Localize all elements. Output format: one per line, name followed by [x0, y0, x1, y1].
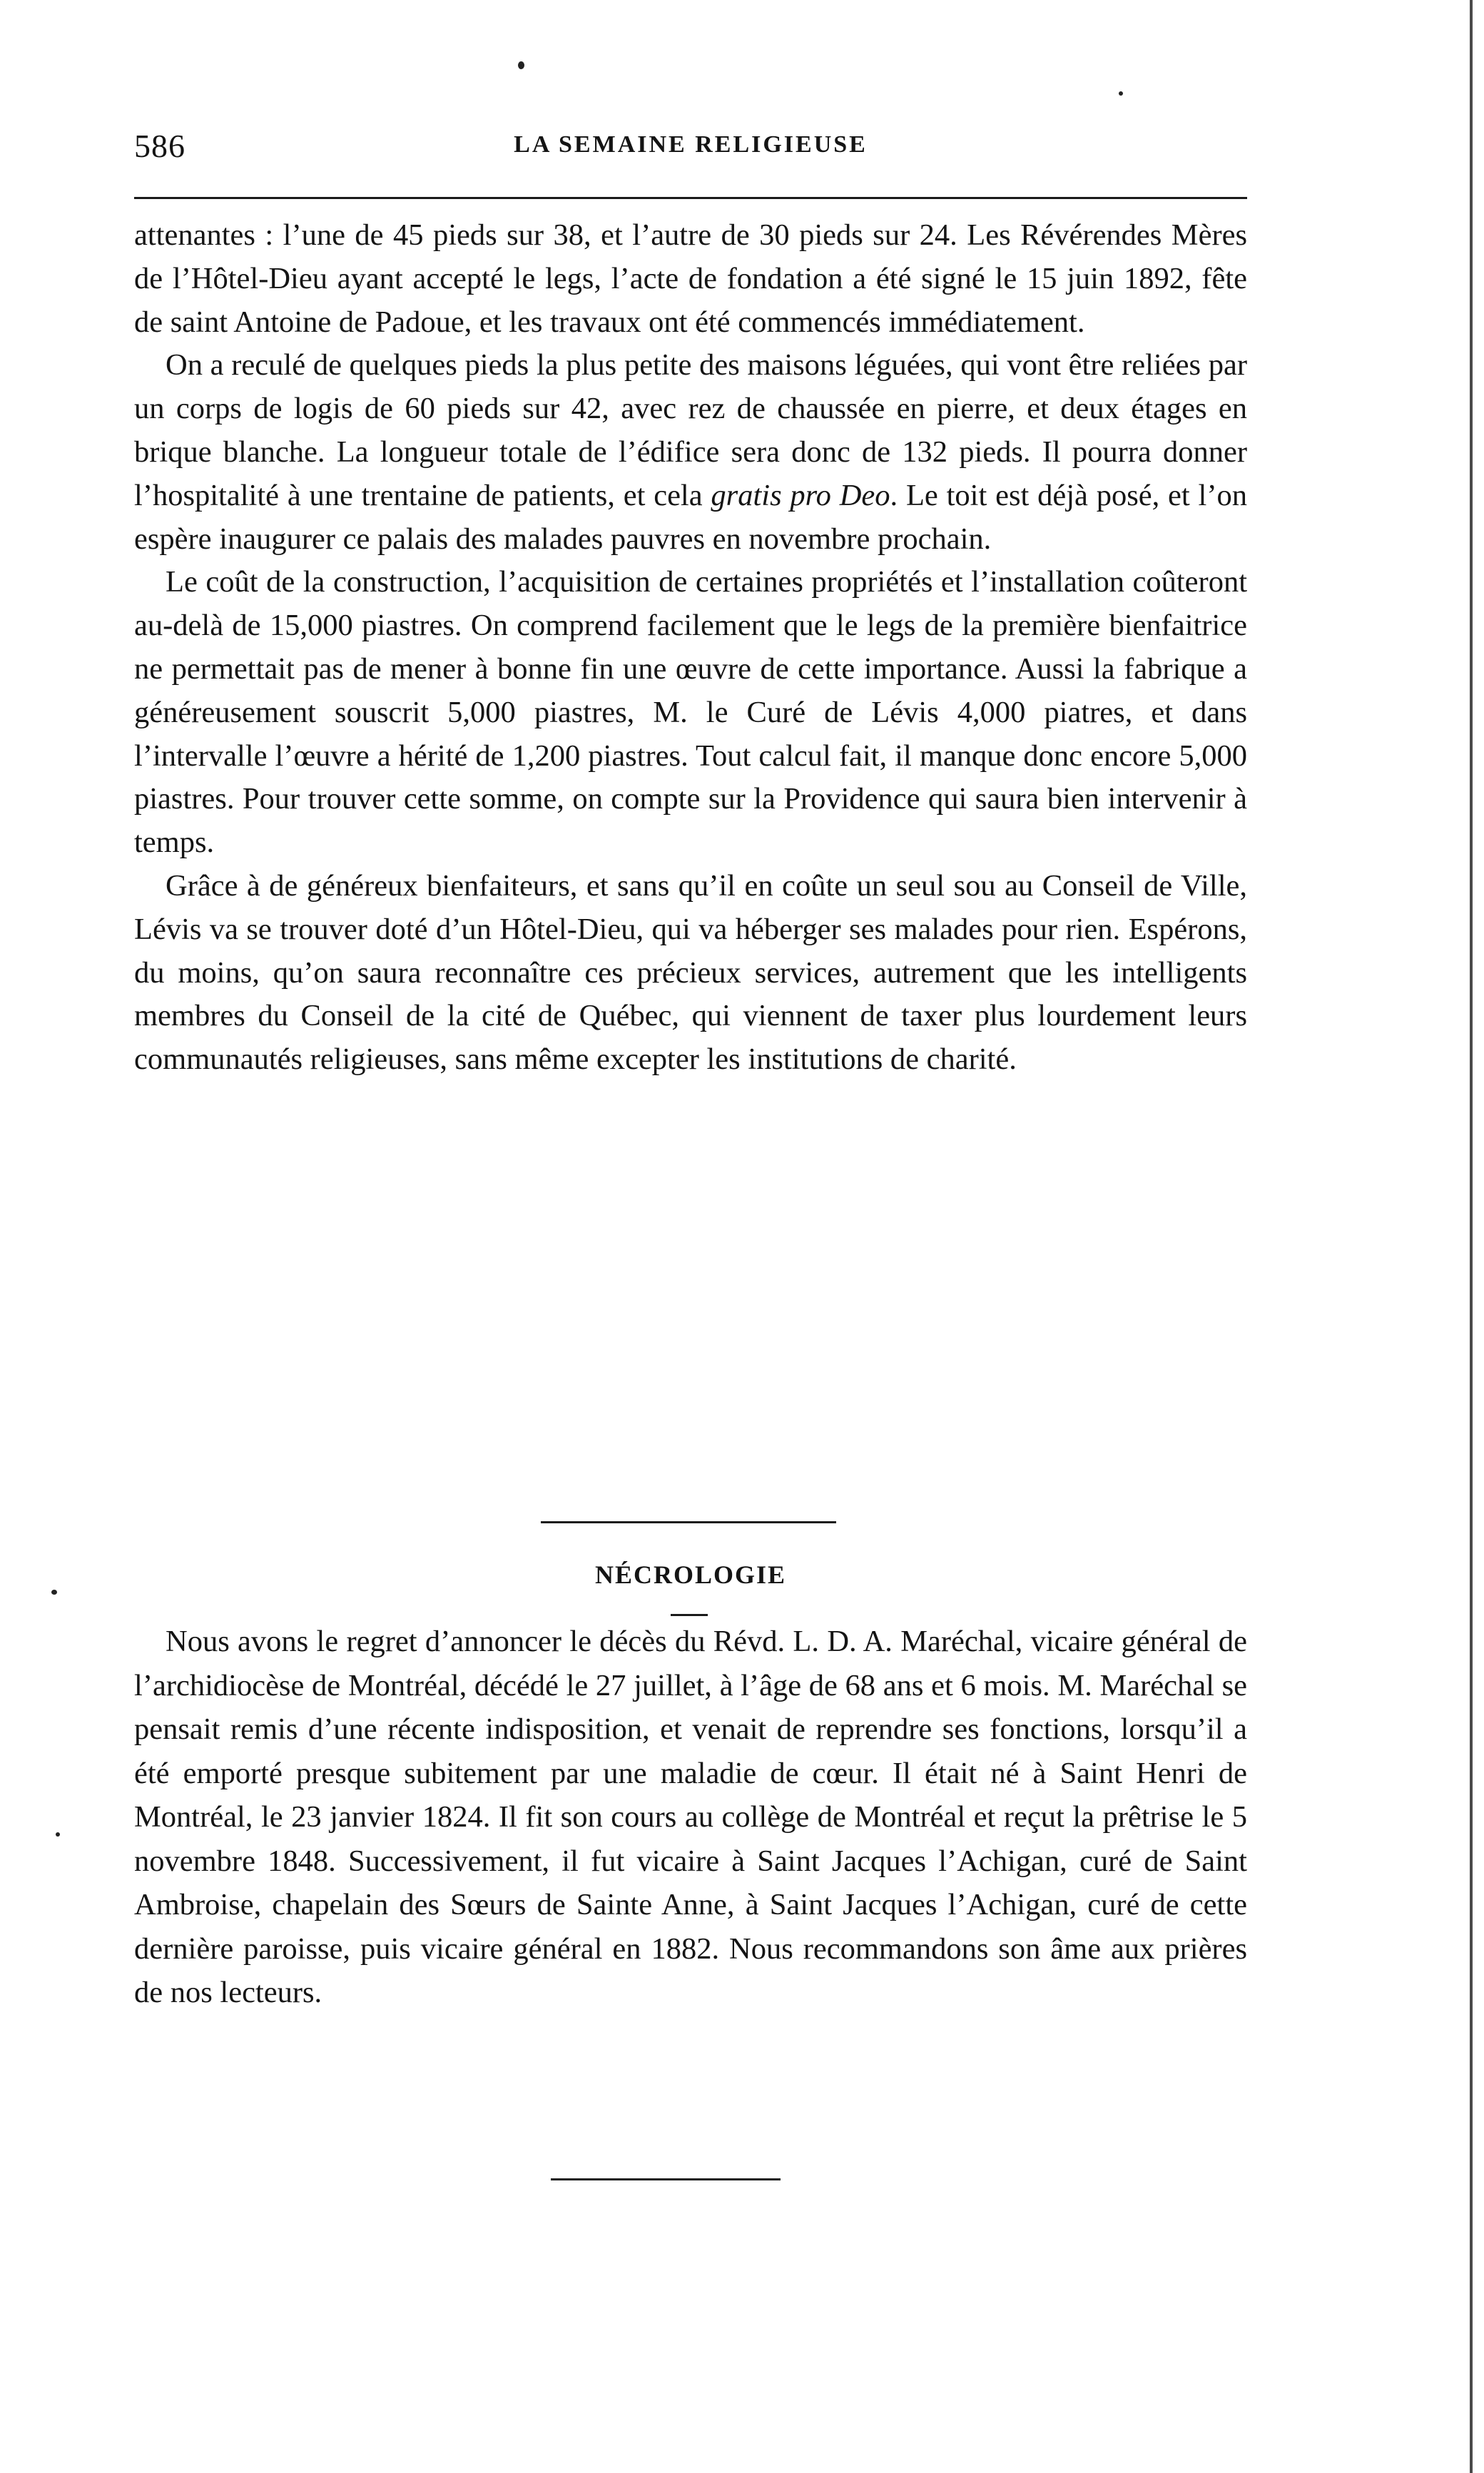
section-divider — [541, 1521, 836, 1523]
ink-speck — [51, 1590, 57, 1595]
ink-speck — [1119, 91, 1123, 96]
title-underline — [671, 1614, 708, 1616]
header-rule — [134, 197, 1247, 199]
closing-divider — [551, 2178, 781, 2180]
page-header — [134, 127, 1247, 170]
ink-speck — [56, 1832, 60, 1837]
paragraph-1: attenantes : l’une de 45 pieds sur 38, et l’autre de 30 pieds sur 24. Les Révérendes Mères de l’Hôtel-Dieu ayant accepté le legs, l’acte de fondation a été signé le 15 juin 1892, fête de saint Antoine de Padoue, et les travaux ont été commencés immédiatement. — [134, 218, 1247, 339]
ink-speck — [518, 61, 524, 69]
paragraph-4: Grâce à de généreux bienfaiteurs, et sans qu’il en coûte un seul sou au Conseil de Ville, Lévis va se trouver doté d’un Hôtel-Dieu, qui va héberger ses malades pour rien. Espérons, du moins, qu’on saura reconnaître ces précieux services, autrement que les intelligents membres du Conseil de la cité de Québec, qui viennent de taxer plus lourdement leurs communautés religieuses, sans même excepter les institutions de charité. — [134, 868, 1247, 1077]
paragraph-2-italic: gratis pro Deo — [711, 478, 890, 512]
paragraph-2-tail: . Le toit est déjà posé, et l’on espère inaugurer ce palais des malades pauvres en novembre prochain. — [134, 478, 1247, 556]
article-body — [134, 214, 1247, 1082]
page-edge — [1470, 0, 1473, 2473]
necrology-paragraph: Nous avons le regret d’annoncer le décès du Révd. L. D. A. Maréchal, vicaire général de l’archidiocèse de Montréal, décédé le 27 juillet, à l’âge de 68 ans et 6 mois. M. Maréchal se pensait remis d’une récente indisposition, et venait de reprendre ses fonctions, lorsqu’il a été emporté presque subitement par une maladie de cœur. Il était né à Saint Henri de Montréal, le 23 janvier 1824. Il fit son cours au collège de Montréal et reçut la prêtrise le 5 novembre 1848. Successivement, il fut vicaire à Saint Jacques l’Achigan, curé de Saint Ambroise, chapelain des Sœurs de Sainte Anne, à Saint Jacques l’Achigan, curé de cette dernière paroisse, puis vicaire général en 1882. Nous recommandons son âme aux prières de nos lecteurs. — [134, 1625, 1247, 2009]
document-page — [134, 0, 1247, 2473]
paragraph-2 — [134, 344, 1247, 561]
paragraph-2-text: On a reculé de quelques pieds la plus petite des maisons léguées, qui vont être reliées par un corps de logis de 60 pieds sur 42, avec rez de chaussée en pierre, et deux étages en brique blanche. La longueur totale de l’édifice sera donc de 132 pieds. Il pourra donner l’hospitalité à une trentaine de patients, et cela — [134, 348, 1247, 512]
page-number: 586 — [134, 128, 186, 164]
running-title: LA SEMAINE RELIGIEUSE — [514, 131, 868, 158]
necrology-body — [134, 1620, 1247, 2015]
necrology-title: NÉCROLOGIE — [594, 1560, 787, 1589]
paragraph-3: Le coût de la construction, l’acquisition de certaines propriétés et l’installation coûteront au-delà de 15,000 piastres. On comprend facilement que le legs de la première bienfaitrice ne permettait pas de mener à bonne fin une œuvre de cette importance. Aussi la fabrique a généreusement souscrit 5,000 piastres, M. le Curé de Lévis 4,000 piatres, et dans l’intervalle l’œuvre a hérité de 1,200 piastres. Tout calcul fait, il manque donc encore 5,000 piastres. Pour trouver cette somme, on compte sur la Providence qui saura bien intervenir à temps. — [134, 565, 1247, 860]
